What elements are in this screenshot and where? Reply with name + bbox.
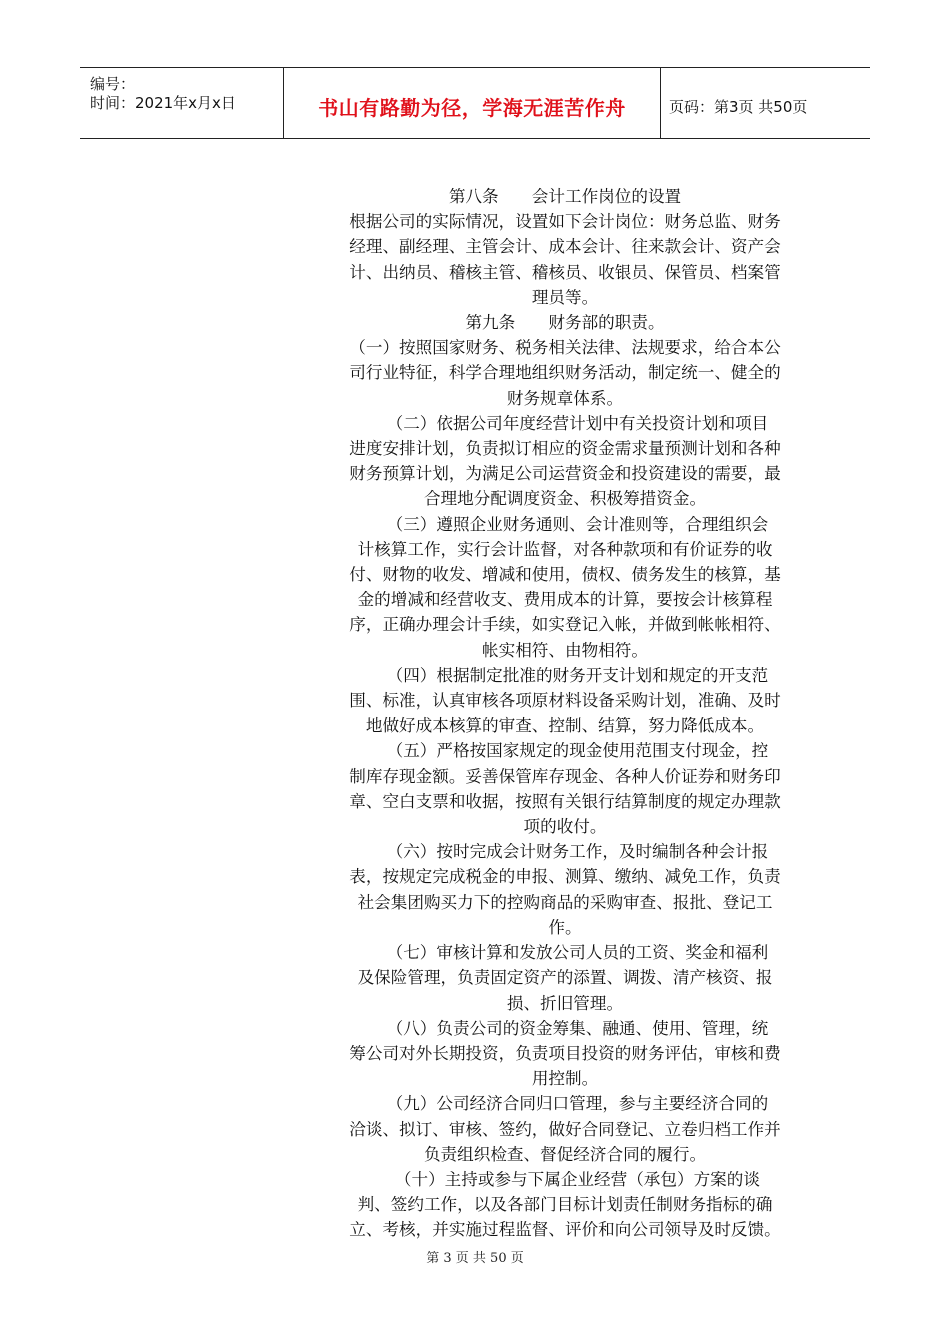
body-line: （四）根据制定批准的财务开支计划和规定的开支范 <box>361 665 769 685</box>
body-line: （七）审核计算和发放公司人员的工资、奖金和福利 <box>361 943 769 963</box>
body-line: 地做好成本核算的审查、控制、结算，努力降低成本。 <box>365 716 765 736</box>
body-line: （八）负责公司的资金筹集、融通、使用、管理，统 <box>361 1018 769 1038</box>
body-line: （三）遵照企业财务通则、会计准则等，合理组织会 <box>361 514 769 534</box>
body-line: 第九条 财务部的职责。 <box>465 313 665 333</box>
body-line: 第八条 会计工作岗位的设置 <box>448 187 682 206</box>
header-motto: 书山有路勤为径，学海无涯苦作舟 <box>318 96 626 120</box>
body-line: 根据公司的实际情况，设置如下会计岗位：财务总监、财务 <box>349 212 781 232</box>
body-line: 财务规章体系。 <box>506 388 624 408</box>
body-line: 序，正确办理会计手续，如实登记入帐，并做到帐帐相符、 <box>349 615 781 635</box>
body-line: （五）严格按国家规定的现金使用范围支付现金，控 <box>361 741 769 761</box>
body-line: 进度安排计划，负责拟订相应的资金需求量预测计划和各种 <box>349 439 781 459</box>
body-line: 帐实相符、由物相符。 <box>482 640 648 660</box>
body-line: 计核算工作，实行会计监督，对各种款项和有价证券的收 <box>357 539 773 559</box>
document-time-label: 时间：2021年x月x日 <box>90 94 236 112</box>
body-line: 司行业特征，科学合理地组织财务活动，制定统一、健全的 <box>349 363 781 383</box>
body-line: 洽谈、拟订、审核、签约，做好合同登记、立卷归档工作并 <box>349 1119 781 1139</box>
body-line: （九）公司经济合同归口管理，参与主要经济合同的 <box>361 1094 769 1114</box>
body-line: 围、标准，认真审核各项原材料设备采购计划，准确、及时 <box>349 691 781 711</box>
body-line: 财务预算计划，为满足公司运营资金和投资建设的需要，最 <box>349 464 781 484</box>
body-line: 计、出纳员、稽核主管、稽核员、收银员、保管员、档案管 <box>349 262 781 282</box>
body-line: （十）主持或参与下属企业经营（承包）方案的谈 <box>370 1169 760 1189</box>
body-line: （二）依据公司年度经营计划中有关投资计划和项目 <box>361 413 769 433</box>
body-line: 用控制。 <box>531 1069 599 1089</box>
body-line: 项的收付。 <box>523 817 607 837</box>
body-line: 立、考核，并实施过程监督、评价和向公司领导及时反馈。 <box>349 1220 781 1240</box>
body-line: 付、财物的收发、增减和使用，债权、债务发生的核算，基 <box>349 565 781 585</box>
document-number-label: 编号： <box>90 75 136 93</box>
body-line: 合理地分配调度资金、积极筹措资金。 <box>423 489 707 509</box>
body-line: 表，按规定完成税金的申报、测算、缴纳、减免工作，负责 <box>349 867 781 887</box>
body-line: （六）按时完成会计财务工作，及时编制各种会计报 <box>361 842 769 862</box>
body-line: （一）按照国家财务、税务相关法律、法规要求，给合本公 <box>349 338 781 358</box>
body-line: 筹公司对外长期投资，负责项目投资的财务评估，审核和费 <box>349 1043 781 1063</box>
body-line: 负责组织检查、督促经济合同的履行。 <box>423 1144 707 1164</box>
document-body <box>326 184 804 1243</box>
body-line: 理员等。 <box>531 287 599 307</box>
header-motto-cell <box>284 68 661 138</box>
body-line: 及保险管理，负责固定资产的添置、调拨、清产核资、报 <box>357 968 773 988</box>
body-line: 金的增减和经营收支、费用成本的计算，要按会计核算程 <box>357 590 773 610</box>
body-line: 经理、副经理、主管会计、成本会计、往来款会计、资产会 <box>349 237 781 257</box>
body-line: 损、折旧管理。 <box>506 993 624 1013</box>
header-meta-cell <box>80 68 284 138</box>
body-line: 作。 <box>548 917 582 937</box>
header-page-cell <box>661 68 870 138</box>
body-line: 社会集团购买力下的控购商品的采购审查、报批、登记工 <box>357 892 773 912</box>
header-page-info: 页码：第3页 共50页 <box>669 98 808 116</box>
page-header <box>80 67 870 139</box>
page-footer: 第 3 页 共 50 页 <box>426 1251 524 1266</box>
body-line: 判、签约工作，以及各部门目标计划责任制财务指标的确 <box>357 1195 773 1215</box>
body-line: 章、空白支票和收据，按照有关银行结算制度的规定办理款 <box>349 791 781 811</box>
body-line: 制库存现金额。妥善保管库存现金、各种人价证券和财务印 <box>349 766 781 786</box>
